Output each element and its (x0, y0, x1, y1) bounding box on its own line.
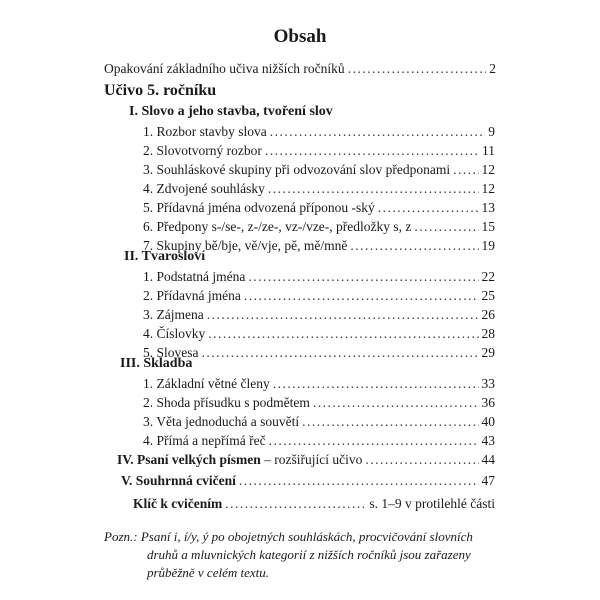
toc-entry-intro (104, 60, 496, 77)
toc-entry (143, 287, 495, 304)
toc-entry (143, 268, 495, 285)
section-heading-2: II. Tvarosloví (124, 249, 206, 264)
toc-page-number: 47 (481, 473, 495, 488)
toc-entry-label: 4. Zdvojené souhlásky (143, 181, 265, 196)
toc-entry (143, 142, 495, 159)
toc-page-number: 2 (489, 61, 496, 76)
toc-page-number: 28 (481, 326, 495, 341)
leader-dots (302, 413, 478, 430)
toc-entry-label: V. Souhrnná cvičení (121, 473, 236, 488)
section-iv-title: IV. Psaní velkých písmen (117, 452, 261, 467)
toc-entry-section-iv (117, 451, 495, 468)
toc-entry-label: 3. Věta jednoduchá a souvětí (143, 414, 300, 429)
leader-dots (208, 325, 478, 342)
leader-dots (378, 199, 479, 216)
toc-entry-key (133, 495, 495, 512)
toc-page-number: 25 (481, 288, 495, 303)
toc-entry-label: 3. Zájmena (143, 307, 204, 322)
toc-page-number: s. 1–9 v protilehlé části (369, 496, 495, 511)
toc-page-number: 29 (481, 345, 495, 360)
toc-page-number: 44 (481, 452, 495, 467)
toc-entry-label: Opakování základního učiva nižších ročníků (104, 61, 345, 76)
footnote-prefix: Pozn.: (104, 529, 138, 544)
toc-entry-label: 1. Rozbor stavby slova (143, 124, 267, 139)
toc-entry (143, 306, 495, 323)
section-heading-1: I. Slovo a jeho stavba, tvoření slov (129, 104, 333, 119)
toc-entry-label: 4. Číslovky (143, 326, 206, 341)
toc-entry (143, 432, 495, 449)
toc-page-number: 12 (481, 181, 495, 196)
toc-entry-label: 2. Shoda přísudku s podmětem (143, 395, 310, 410)
toc-entry-label (117, 451, 362, 468)
main-heading: Učivo 5. ročníku (104, 82, 217, 99)
toc-page-number: 33 (481, 376, 495, 391)
toc-entry-label: 5. Slovesa (143, 345, 199, 360)
toc-page-number: 26 (481, 307, 495, 322)
toc-entry-label: Klíč k cvičením (133, 496, 223, 511)
leader-dots (269, 432, 479, 449)
toc-entry-label: 3. Souhláskové skupiny při odvozování slov předponami (143, 162, 451, 177)
footnote (104, 528, 524, 582)
footnote-line-1: Psaní i, í/y, ý po obojetných souhláskách, procvičování slovních (140, 529, 473, 544)
toc-page-number: 11 (482, 143, 495, 158)
toc-page-number: 13 (481, 200, 495, 215)
toc-page-number: 22 (481, 269, 495, 284)
leader-dots (348, 60, 487, 77)
leader-dots (207, 306, 479, 323)
leader-dots (350, 237, 478, 254)
leader-dots (365, 451, 478, 468)
toc-entry (143, 413, 495, 430)
toc-entry (143, 123, 495, 140)
toc-entry-label: 4. Přímá a nepřímá řeč (143, 433, 266, 448)
leader-dots (248, 268, 478, 285)
toc-entry (143, 344, 495, 361)
toc-entry (143, 394, 495, 411)
page-title: Obsah (273, 26, 327, 47)
leader-dots (244, 287, 479, 304)
leader-dots (239, 472, 479, 489)
toc-entry-label: 7. Skupiny bě/bje, vě/vje, pě, mě/mně (143, 238, 348, 253)
leader-dots (273, 375, 479, 392)
toc-entry-label: 6. Předpony s-/se-, z-/ze-, vz-/vze-, předložky s, z (143, 219, 412, 234)
toc-entry (143, 218, 495, 235)
toc-entry-label: 1. Základní větné členy (143, 376, 270, 391)
leader-dots (202, 344, 479, 361)
toc-entry-label: 5. Přídavná jména odvozená příponou -ský (143, 200, 375, 215)
leader-dots (268, 180, 479, 197)
toc-entry (143, 180, 495, 197)
leader-dots (313, 394, 479, 411)
toc-page-number: 36 (481, 395, 495, 410)
toc-entry (143, 199, 495, 216)
leader-dots (414, 218, 478, 235)
toc-entry (143, 325, 495, 342)
leader-dots (270, 123, 486, 140)
toc-entry-label: 1. Podstatná jména (143, 269, 246, 284)
toc-page-number: 43 (481, 433, 495, 448)
leader-dots (265, 142, 479, 159)
toc-page-number: 19 (481, 238, 495, 253)
toc-entry (143, 161, 495, 178)
toc-entry-section-v (121, 472, 495, 489)
toc-entry-label: 2. Přídavná jména (143, 288, 241, 303)
section-iv-suffix: – rozšiřující učivo (260, 452, 363, 467)
footnote-line-3: průběžně v celém textu. (147, 565, 270, 580)
toc-page-number: 12 (481, 162, 495, 177)
toc-page-number: 15 (481, 219, 495, 234)
toc-entry-label: 2. Slovotvorný rozbor (143, 143, 262, 158)
toc-page-number: 40 (481, 414, 495, 429)
section-heading-3: III. Skladba (120, 356, 193, 371)
toc-page-number: 9 (488, 124, 495, 139)
leader-dots (453, 161, 478, 178)
toc-entry (143, 375, 495, 392)
leader-dots (225, 495, 366, 512)
footnote-line-2: druhů a mluvnických kategorií z nižších ročníků jsou zařazeny (147, 547, 471, 562)
